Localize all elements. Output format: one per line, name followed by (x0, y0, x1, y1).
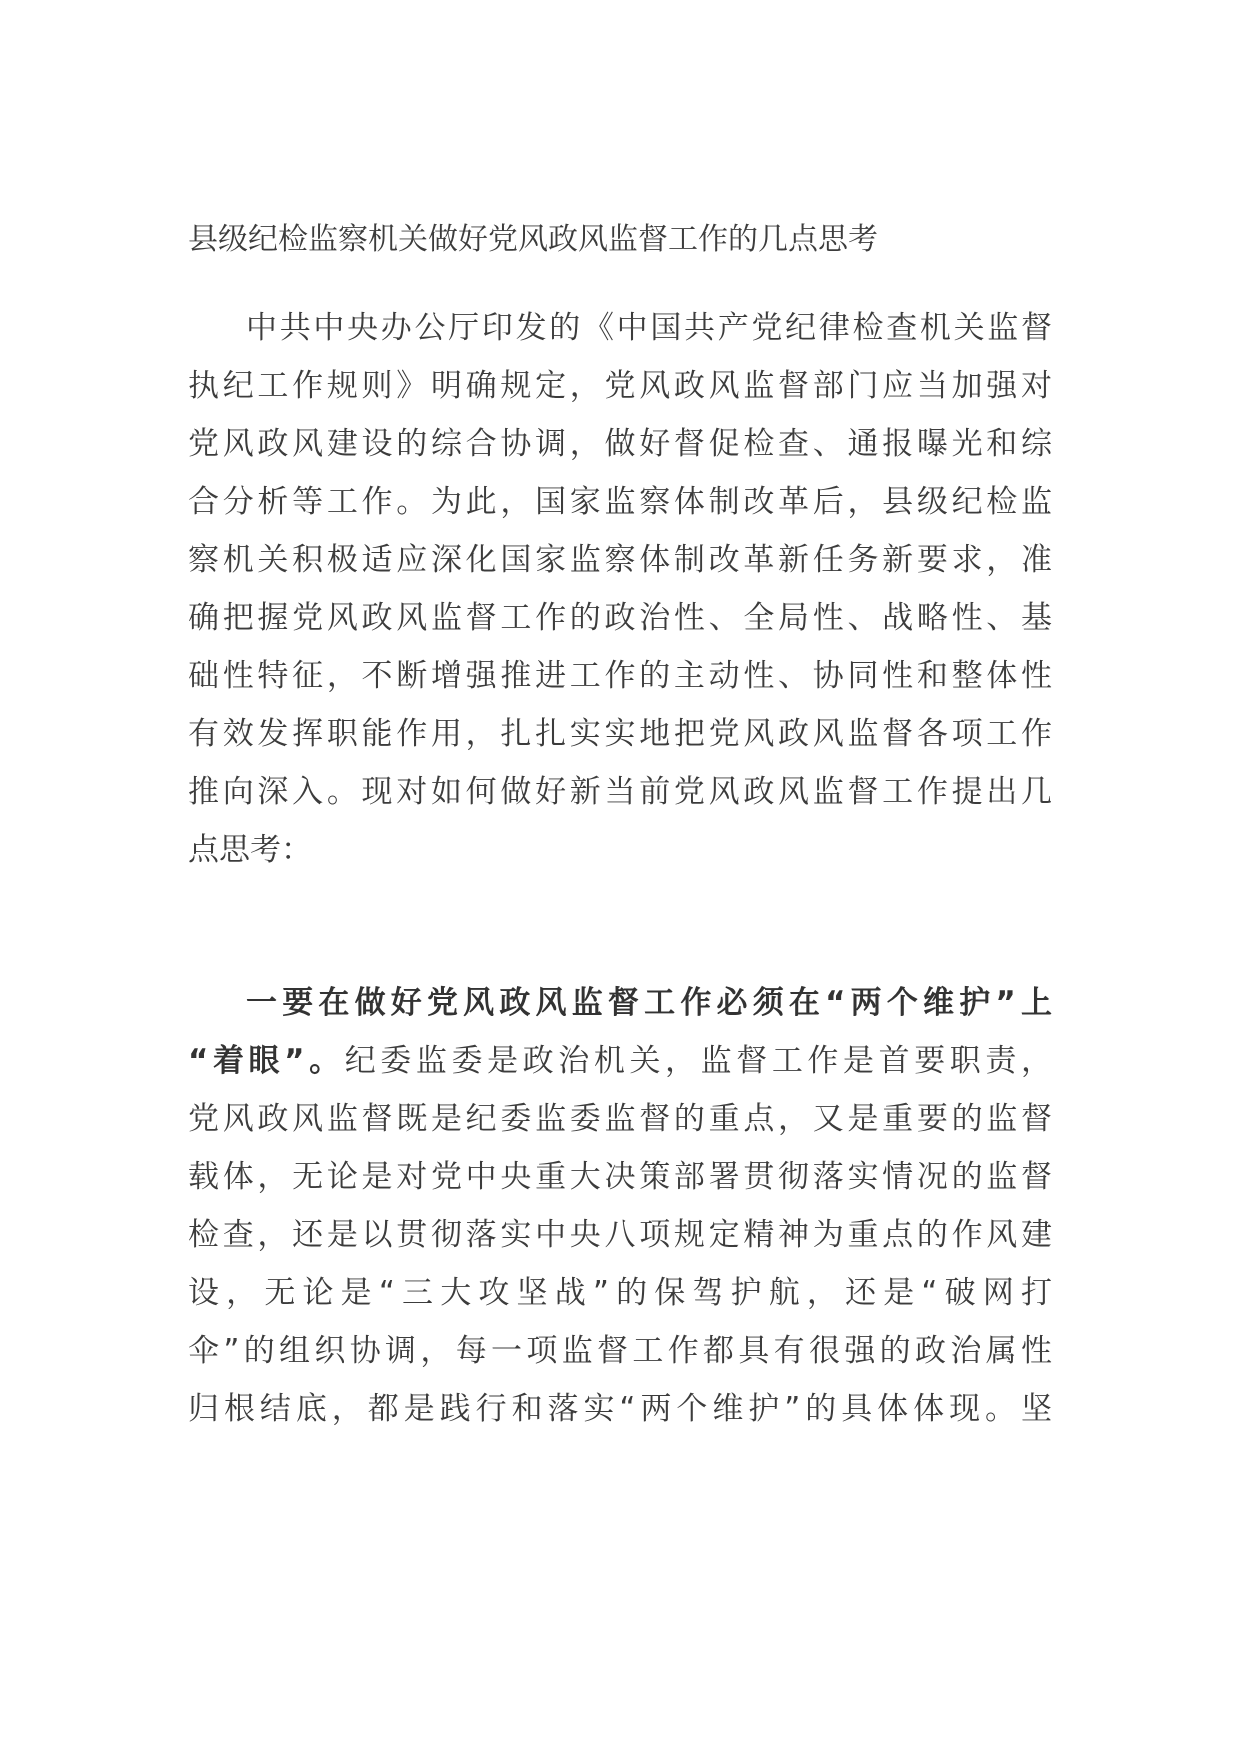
text-line: 中共中央办公厅印发的《中国共产党纪律检查机关监督 (246, 310, 1052, 346)
text-line: 党风政风监督既是纪委监委监督的重点，又是重要的监督 (188, 1101, 1052, 1137)
text-line: 点思考： (188, 832, 312, 868)
text-line: 检查，还是以贯彻落实中央八项规定精神为重点的作风建 (188, 1217, 1052, 1253)
text-line: 察机关积极适应深化国家监察体制改革新任务新要求，准 (188, 542, 1052, 578)
document-title: 县级纪检监察机关做好党风政风监督工作的几点思考 (188, 222, 878, 257)
text-line: 推向深入。现对如何做好新当前党风政风监督工作提出几 (188, 774, 1052, 810)
text-line: 确把握党风政风监督工作的政治性、全局性、战略性、基 (188, 600, 1052, 636)
text-line: 执纪工作规则》明确规定，党风政风监督部门应当加强对 (188, 368, 1052, 404)
text-segment: 纪委监委是政治机关，监督工作是首要职责， (344, 1043, 1052, 1079)
text-line: 合分析等工作。为此，国家监察体制改革后，县级纪检监 (188, 484, 1052, 520)
text-line: 有效发挥职能作用，扎扎实实地把党风政风监督各项工作 (188, 716, 1052, 752)
text-line: 载体，无论是对党中央重大决策部署贯彻落实情况的监督 (188, 1159, 1052, 1195)
text-line: 础性特征，不断增强推进工作的主动性、协同性和整体性 (188, 658, 1052, 694)
text-line: 伞”的组织协调，每一项监督工作都具有很强的政治属性 (188, 1333, 1052, 1369)
paragraph-intro (188, 299, 1052, 879)
paragraph-point-one (188, 974, 1052, 1438)
section-heading-continuation: “着眼”。 (188, 1043, 345, 1079)
text-line: 设，无论是“三大攻坚战”的保驾护航，还是“破网打 (188, 1275, 1052, 1311)
section-heading: 一要在做好党风政风监督工作必须在“两个维护”上 (246, 985, 1052, 1021)
text-line: 党风政风建设的综合协调，做好督促检查、通报曝光和综 (188, 426, 1052, 462)
text-line: 归根结底，都是践行和落实“两个维护”的具体体现。坚 (188, 1391, 1052, 1427)
text-line (188, 1032, 1052, 1090)
